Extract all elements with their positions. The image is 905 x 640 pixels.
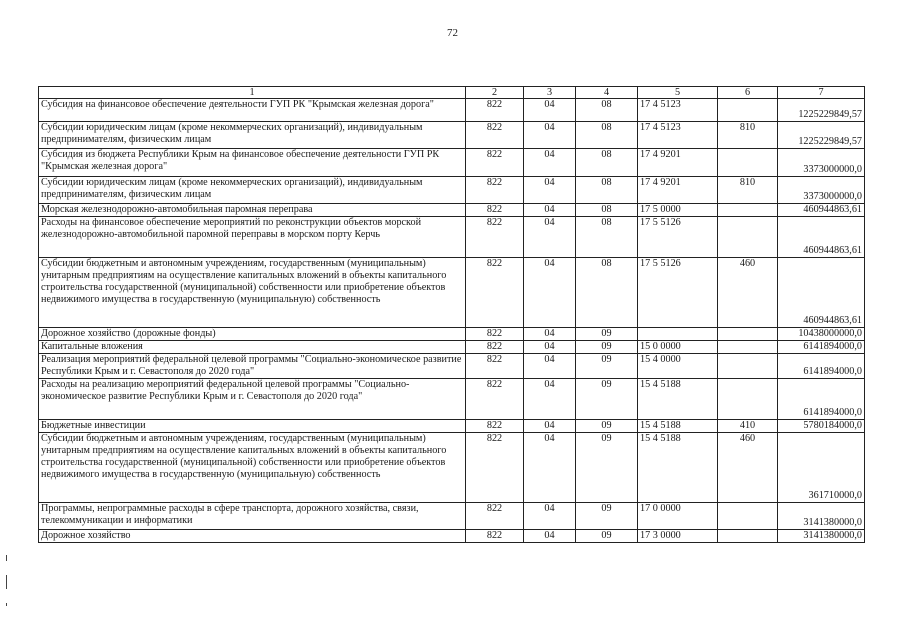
table-cell xyxy=(718,354,778,379)
table-cell: 17 4 9201 xyxy=(638,149,718,177)
table-cell: 08 xyxy=(576,99,638,122)
table-cell: Реализация мероприятий федеральной целевой программы "Социально-экономическое развитие Республики Крым и г. Севастополя до 2020 года" xyxy=(39,354,466,379)
column-header: 2 xyxy=(466,87,524,99)
table-cell: Субсидии бюджетным и автономным учреждениям, государственным (муниципальным) унитарным предприятиям на осуществление капитальных вложений в объекты капитального строительства государственной (муниципальной) собственности или приобретение объектов недвижимого имущества в государственную (муниципальную) собственность xyxy=(39,258,466,328)
table-cell xyxy=(718,341,778,354)
table-cell: 08 xyxy=(576,122,638,149)
column-header: 4 xyxy=(576,87,638,99)
column-header: 6 xyxy=(718,87,778,99)
table-cell: Капитальные вложения xyxy=(39,341,466,354)
table-cell: 6141894000,0 xyxy=(778,341,865,354)
budget-table xyxy=(38,86,865,543)
table-cell: 04 xyxy=(524,204,576,217)
table-cell xyxy=(718,204,778,217)
table-cell: 04 xyxy=(524,122,576,149)
table-row xyxy=(39,149,865,177)
table-cell: Расходы на реализацию мероприятий федеральной целевой программы "Социально-экономическое развитие Республики Крым и г. Севастополя до 2020 года" xyxy=(39,379,466,420)
table-cell: 17 5 5126 xyxy=(638,217,718,258)
column-header: 3 xyxy=(524,87,576,99)
table-row xyxy=(39,217,865,258)
table-cell: 17 4 5123 xyxy=(638,122,718,149)
table-cell: 822 xyxy=(466,420,524,433)
table-cell: 15 4 0000 xyxy=(638,354,718,379)
column-header: 5 xyxy=(638,87,718,99)
table-cell: 08 xyxy=(576,217,638,258)
table-cell xyxy=(718,149,778,177)
table-cell: 822 xyxy=(466,530,524,543)
table-cell: Программы, непрограммные расходы в сфере транспорта, дорожного хозяйства, связи, телекоммуникации и информатики xyxy=(39,503,466,530)
table-cell: 822 xyxy=(466,204,524,217)
table-cell: 10438000000,0 xyxy=(778,328,865,341)
table-row xyxy=(39,379,865,420)
table-cell: 17 5 5126 xyxy=(638,258,718,328)
table-cell: 361710000,0 xyxy=(778,433,865,503)
table-cell: 460944863,61 xyxy=(778,204,865,217)
table-cell xyxy=(718,379,778,420)
table-cell: 822 xyxy=(466,503,524,530)
table-cell: 04 xyxy=(524,328,576,341)
table-cell: 3373000000,0 xyxy=(778,177,865,204)
table-row xyxy=(39,341,865,354)
table-cell: 17 3 0000 xyxy=(638,530,718,543)
table-row xyxy=(39,420,865,433)
table-cell: 1225229849,57 xyxy=(778,122,865,149)
table-cell: Субсидия на финансовое обеспечение деятельности ГУП РК "Крымская железная дорога" xyxy=(39,99,466,122)
column-header: 1 xyxy=(39,87,466,99)
table-cell: 09 xyxy=(576,433,638,503)
table-cell: 09 xyxy=(576,503,638,530)
table-cell xyxy=(718,99,778,122)
table-cell: 04 xyxy=(524,503,576,530)
table-cell: 6141894000,0 xyxy=(778,354,865,379)
table-cell xyxy=(718,530,778,543)
table-cell: 17 4 9201 xyxy=(638,177,718,204)
table-cell: 09 xyxy=(576,379,638,420)
table-cell: 17 5 0000 xyxy=(638,204,718,217)
table-cell: 08 xyxy=(576,258,638,328)
table-cell: 04 xyxy=(524,433,576,503)
table-cell xyxy=(638,328,718,341)
table-cell: 09 xyxy=(576,328,638,341)
table-cell: 04 xyxy=(524,530,576,543)
table-cell: 822 xyxy=(466,177,524,204)
table-cell: Субсидии юридическим лицам (кроме некоммерческих организаций), индивидуальным предпринимателям, физическим лицам xyxy=(39,122,466,149)
table-cell: 822 xyxy=(466,354,524,379)
table-cell: 460944863,61 xyxy=(778,258,865,328)
table-cell: 460 xyxy=(718,433,778,503)
table-cell: 04 xyxy=(524,149,576,177)
table-cell: 09 xyxy=(576,420,638,433)
table-cell: 15 0 0000 xyxy=(638,341,718,354)
table-cell: 460 xyxy=(718,258,778,328)
table-cell: 08 xyxy=(576,149,638,177)
table-cell: 822 xyxy=(466,258,524,328)
table-cell: 17 0 0000 xyxy=(638,503,718,530)
table-cell: Дорожное хозяйство xyxy=(39,530,466,543)
table-row xyxy=(39,99,865,122)
table-cell: Субсидии юридическим лицам (кроме некоммерческих организаций), индивидуальным предпринимателям, физическим лицам xyxy=(39,177,466,204)
table-cell: Субсидия из бюджета Республики Крым на финансовое обеспечение деятельности ГУП РК "Крымская железная дорога" xyxy=(39,149,466,177)
table-cell: 822 xyxy=(466,122,524,149)
table-cell: 1225229849,57 xyxy=(778,99,865,122)
table-cell: Дорожное хозяйство (дорожные фонды) xyxy=(39,328,466,341)
table-cell: 04 xyxy=(524,354,576,379)
table-cell: Морская железнодорожно-автомобильная паромная переправа xyxy=(39,204,466,217)
table-row xyxy=(39,204,865,217)
table-row xyxy=(39,328,865,341)
table-row xyxy=(39,503,865,530)
table-cell: 15 4 5188 xyxy=(638,420,718,433)
table-header-row xyxy=(39,87,865,99)
table-cell: 04 xyxy=(524,379,576,420)
table-cell: 09 xyxy=(576,341,638,354)
table-cell: 822 xyxy=(466,328,524,341)
table-cell: 410 xyxy=(718,420,778,433)
table-row xyxy=(39,258,865,328)
table-cell: 822 xyxy=(466,341,524,354)
table-cell: 15 4 5188 xyxy=(638,433,718,503)
table-cell: Бюджетные инвестиции xyxy=(39,420,466,433)
table-cell: 09 xyxy=(576,530,638,543)
table-cell: 08 xyxy=(576,204,638,217)
table-row xyxy=(39,122,865,149)
table-row xyxy=(39,530,865,543)
table-row xyxy=(39,354,865,379)
table-row xyxy=(39,433,865,503)
table-cell: 810 xyxy=(718,122,778,149)
table-cell: 04 xyxy=(524,177,576,204)
table-cell: 04 xyxy=(524,420,576,433)
table-cell: 3141380000,0 xyxy=(778,503,865,530)
margin-marks xyxy=(6,555,10,625)
table-cell: 6141894000,0 xyxy=(778,379,865,420)
page-number: 72 xyxy=(447,27,458,39)
table-cell: 08 xyxy=(576,177,638,204)
table-cell: 822 xyxy=(466,379,524,420)
table-cell: 17 4 5123 xyxy=(638,99,718,122)
table-cell: 04 xyxy=(524,217,576,258)
table-cell: 5780184000,0 xyxy=(778,420,865,433)
table-cell: 04 xyxy=(524,258,576,328)
table-cell xyxy=(718,217,778,258)
table-cell: 04 xyxy=(524,341,576,354)
table-cell: 04 xyxy=(524,99,576,122)
table-cell: 3141380000,0 xyxy=(778,530,865,543)
table-cell: 810 xyxy=(718,177,778,204)
table-cell xyxy=(718,328,778,341)
column-header: 7 xyxy=(778,87,865,99)
table-cell: 822 xyxy=(466,99,524,122)
table-cell: 09 xyxy=(576,354,638,379)
table-row xyxy=(39,177,865,204)
table-cell: 15 4 5188 xyxy=(638,379,718,420)
table-cell: Расходы на финансовое обеспечение мероприятий по реконструкции объектов морской железнодорожно-автомобильной паромной переправы в морском порту Керчь xyxy=(39,217,466,258)
table-cell: 822 xyxy=(466,433,524,503)
table-cell xyxy=(718,503,778,530)
table-cell: 822 xyxy=(466,149,524,177)
table-cell: 460944863,61 xyxy=(778,217,865,258)
table-cell: Субсидии бюджетным и автономным учреждениям, государственным (муниципальным) унитарным предприятиям на осуществление капитальных вложений в объекты капитального строительства государственной (муниципальной) собственности или приобретение объектов недвижимого имущества в государственную (муниципальную) собственность xyxy=(39,433,466,503)
table-cell: 822 xyxy=(466,217,524,258)
table-cell: 3373000000,0 xyxy=(778,149,865,177)
